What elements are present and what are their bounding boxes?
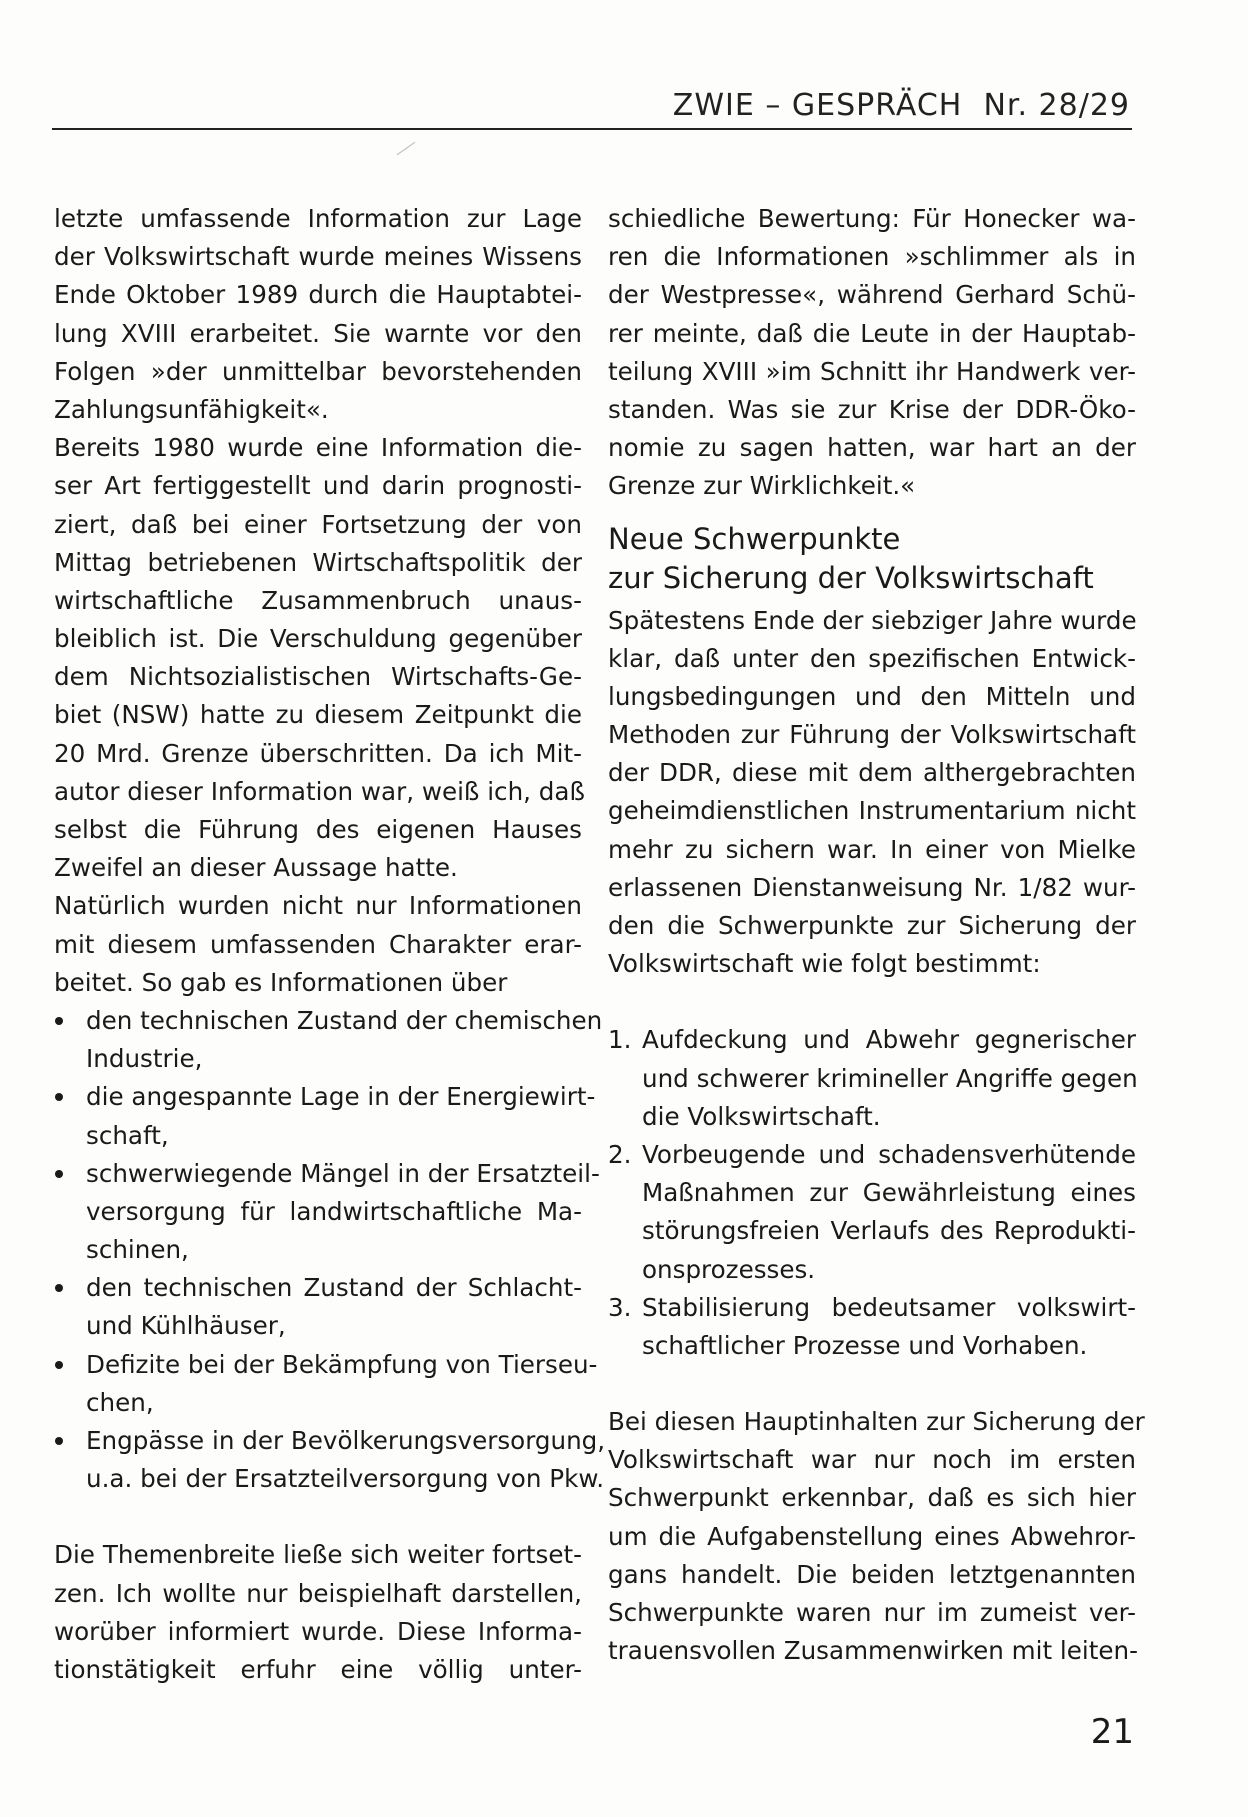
list-item-continuation: [608, 1327, 1136, 1365]
text-line: schwerwiegende Mängel in der Ersatzteil-: [86, 1158, 600, 1188]
text-line: Folgen »der unmittelbar bevorstehenden: [54, 356, 582, 386]
text-line: trauensvollen Zusammenwirken mit leiten-: [608, 1636, 1138, 1666]
text-line: die Volkswirtschaft.: [642, 1101, 881, 1131]
bullet-icon: [55, 1170, 63, 1178]
text-line: Zahlungsunfähigkeit«.: [54, 394, 329, 424]
spacer: [54, 1498, 582, 1536]
text-line: Schwerpunkt erkennbar, daß es sich hier: [608, 1483, 1136, 1513]
text-line: Natürlich wurden nicht nur Informationen: [54, 891, 582, 921]
text-line: nomie zu sagen hatten, war hart an der: [608, 433, 1136, 463]
list-item-continuation: [608, 1060, 1136, 1098]
text-line: ser Art fertiggestellt und darin prognosti-: [54, 471, 582, 501]
text-line: Methoden zur Führung der Volkswirtschaft: [608, 720, 1136, 750]
heading-line: Neue Schwerpunkte: [608, 521, 901, 556]
numbered-list: [608, 1021, 1136, 1365]
scan-mark: [397, 142, 416, 155]
header-text: [673, 88, 1130, 123]
text-line: Zweifel an dieser Aussage hatte.: [54, 853, 458, 883]
right-column: [608, 200, 1145, 1670]
text-line: u.a. bei der Ersatzteilversorgung von Pkw.: [86, 1464, 605, 1494]
text-line: geheimdienstlichen Instrumentarium nicht: [608, 796, 1136, 826]
text-line: letzte umfassende Information zur Lage: [54, 204, 582, 233]
text-line: Aufdeckung und Abwehr gegnerischer: [642, 1025, 1136, 1055]
list-item: [608, 1289, 1136, 1327]
paragraph: [608, 602, 1136, 984]
list-item-continuation: [54, 1384, 582, 1422]
text-line: wirtschaftliche Zusammenbruch unaus-: [54, 585, 582, 615]
text-line: lung XVIII erarbeitet. Sie warnte vor den: [54, 318, 582, 348]
text-line: versorgung für landwirtschaftliche Ma-: [86, 1196, 582, 1226]
text-line: bleiblich ist. Die Verschuldung gegenüber: [54, 624, 582, 654]
list-item-continuation: [608, 1098, 1136, 1136]
text-line: 20 Mrd. Grenze überschritten. Da ich Mit-: [54, 738, 582, 768]
text-line: lungsbedingungen und den Mitteln und: [608, 681, 1136, 711]
list-number: 3.: [608, 1292, 632, 1322]
page-header: [52, 88, 1132, 130]
text-line: die angespannte Lage in der Energiewirt-: [86, 1082, 596, 1112]
text-line: tionstätigkeit erfuhr eine völlig unter-: [54, 1654, 582, 1684]
text-line: Grenze zur Wirklichkeit.«: [608, 471, 916, 501]
text-line: Volkswirtschaft war nur noch im ersten: [608, 1445, 1136, 1475]
paragraph: [54, 887, 582, 1002]
spacer: [608, 1365, 1136, 1403]
text-line: rer meinte, daß die Leute in der Hauptab-: [608, 318, 1136, 348]
paragraph: [54, 1536, 582, 1689]
text-line: schiedliche Bewertung: Für Honecker wa-: [608, 204, 1136, 233]
text-line: und schwerer krimineller Angriffe gegen: [642, 1063, 1138, 1093]
text-line: klar, daß unter den spezifischen Entwick-: [608, 643, 1136, 673]
text-line: Defizite bei der Bekämpfung von Tierseu-: [86, 1349, 598, 1379]
bullet-icon: [55, 1361, 63, 1369]
list-item-continuation: [54, 1040, 582, 1078]
text-line: Maßnahmen zur Gewährleistung eines: [642, 1178, 1136, 1208]
paragraph: [608, 1403, 1145, 1670]
text-line: der Westpresse«, während Gerhard Schü-: [608, 280, 1136, 310]
paragraph: [54, 429, 585, 887]
list-item: [54, 1422, 606, 1460]
list-item: [54, 1002, 603, 1040]
list-item: [608, 1021, 1136, 1059]
paragraph: [54, 200, 582, 429]
text-line: gans handelt. Die beiden letztgenannten: [608, 1559, 1136, 1589]
list-item: [54, 1269, 582, 1307]
text-line: teilung XVIII »im Schnitt ihr Handwerk ver-: [608, 356, 1136, 386]
list-item-continuation: [608, 1212, 1136, 1250]
text-line: um die Aufgabenstellung eines Abwehror-: [608, 1521, 1136, 1551]
text-line: Stabilisierung bedeutsamer volkswirt-: [642, 1292, 1136, 1322]
list-item-continuation: [54, 1117, 582, 1155]
bullet-list: [54, 1002, 606, 1498]
text-line: biet (NSW) hatte zu diesem Zeitpunkt die: [54, 700, 582, 730]
bullet-icon: [55, 1017, 63, 1025]
text-line: schaft,: [86, 1120, 169, 1150]
heading-line: zur Sicherung der Volkswirtschaft: [608, 560, 1094, 595]
text-line: mehr zu sichern war. In einer von Mielke: [608, 834, 1136, 864]
text-line: mit diesem umfassenden Charakter erar-: [54, 929, 582, 959]
list-item: [54, 1346, 598, 1384]
text-line: Vorbeugende und schadensverhütende: [642, 1139, 1136, 1169]
text-line: ziert, daß bei einer Fortsetzung der von: [54, 509, 582, 539]
bullet-icon: [55, 1284, 63, 1292]
text-line: dem Nichtsozialistischen Wirtschafts-Ge-: [54, 662, 582, 692]
text-line: und Kühlhäuser,: [86, 1311, 286, 1341]
issue-number: Nr. 28/29: [983, 88, 1130, 123]
text-line: Die Themenbreite ließe sich weiter fortset-: [54, 1540, 582, 1570]
bullet-icon: [55, 1093, 63, 1101]
text-line: schaftlicher Prozesse und Vorhaben.: [642, 1330, 1088, 1360]
text-line: Schwerpunkte waren nur im zumeist ver-: [608, 1598, 1136, 1627]
bullet-icon: [55, 1437, 63, 1445]
text-line: störungsfreien Verlaufs des Reprodukti-: [642, 1216, 1136, 1246]
text-line: schinen,: [86, 1235, 189, 1265]
text-line: autor dieser Information war, weiß ich, daß: [54, 776, 585, 806]
text-line: Engpässe in der Bevölkerungsversorgung,: [86, 1426, 606, 1455]
list-item-continuation: [54, 1231, 582, 1269]
text-line: standen. Was sie zur Krise der DDR-Öko-: [608, 394, 1136, 424]
text-line: zen. Ich wollte nur beispielhaft darstellen,: [54, 1578, 582, 1608]
text-line: der DDR, diese mit dem althergebrachten: [608, 758, 1136, 788]
spacer: [608, 983, 1136, 1021]
text-line: den technischen Zustand der Schlacht-: [86, 1273, 582, 1303]
text-line: Mittag betriebenen Wirtschaftspolitik der: [54, 547, 582, 577]
text-line: Volkswirtschaft wie folgt bestimmt:: [608, 949, 1041, 979]
section-heading: [608, 520, 1136, 598]
text-line: ren die Informationen »schlimmer als in: [608, 242, 1136, 272]
left-column: [54, 200, 606, 1689]
text-line: den die Schwerpunkte zur Sicherung der: [608, 911, 1136, 940]
text-line: onsprozesses.: [642, 1254, 816, 1284]
text-line: beitet. So gab es Informationen über: [54, 967, 508, 997]
paragraph: [608, 200, 1136, 506]
text-line: den technischen Zustand der chemischen: [86, 1005, 603, 1035]
list-number: 2.: [608, 1139, 632, 1169]
text-line: Ende Oktober 1989 durch die Hauptabtei-: [54, 280, 582, 310]
list-item-continuation: [54, 1193, 582, 1231]
text-line: Bei diesen Hauptinhalten zur Sicherung der: [608, 1407, 1145, 1437]
text-line: chen,: [86, 1387, 154, 1417]
text-line: worüber informiert wurde. Diese Informa-: [54, 1616, 582, 1646]
text-line: erlassenen Dienstanweisung Nr. 1/82 wur-: [608, 872, 1136, 902]
page-number: 21: [1090, 1712, 1134, 1752]
text-line: selbst die Führung des eigenen Hauses: [54, 815, 582, 844]
list-number: 1.: [608, 1025, 632, 1055]
list-item-continuation: [608, 1174, 1136, 1212]
list-item: [54, 1078, 596, 1116]
list-item-continuation: [54, 1307, 582, 1345]
list-item-continuation: [54, 1460, 605, 1498]
text-line: Industrie,: [86, 1044, 203, 1074]
list-item: [54, 1155, 600, 1193]
publication-title: ZWIE – GESPRÄCH: [672, 88, 963, 123]
text-line: Bereits 1980 wurde eine Information die-: [54, 433, 582, 463]
text-line: der Volkswirtschaft wurde meines Wissens: [54, 242, 582, 272]
list-item-continuation: [608, 1251, 1136, 1289]
text-line: Spätestens Ende der siebziger Jahre wurde: [608, 605, 1137, 635]
list-item: [608, 1136, 1136, 1174]
